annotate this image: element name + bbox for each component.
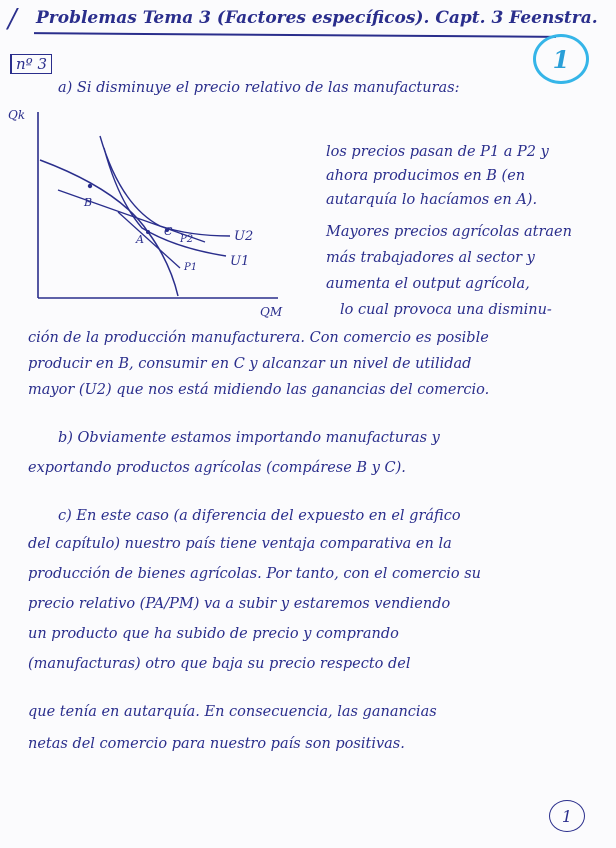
text-line: los precios pasan de P1 a P2 y: [326, 144, 549, 160]
text-line: del capítulo) nuestro país tiene ventaja comparativa en la: [28, 536, 452, 552]
text-line: más trabajadores al sector y: [326, 250, 535, 266]
curve-label-p2: P2: [180, 234, 194, 245]
text-line: precio relativo (PA/PM) va a subir y estaremos vendiendo: [28, 596, 451, 612]
u2-curve: [100, 136, 230, 236]
point-a-dot: [146, 230, 150, 234]
x-axis-label: QM: [260, 305, 283, 319]
text-line: producir en B, consumir en C y alcanzar un nivel de utilidad: [28, 356, 472, 372]
ppf-curve: [40, 160, 178, 296]
text-line: c) En este caso (a diferencia del expuesto en el gráfico: [58, 508, 461, 524]
curve-label-p1: P1: [184, 262, 198, 273]
y-axis-label: Qk: [8, 108, 26, 122]
text-line: que tenía en autarquía. En consecuencia, las ganancias: [28, 704, 437, 720]
point-label-c: C: [164, 225, 173, 238]
text-line: autarquía lo hacíamos en A).: [326, 192, 538, 208]
problem-number-box: nº 3: [10, 54, 52, 74]
text-line: aumenta el output agrícola,: [326, 276, 530, 292]
text-line: ahora producimos en B (en: [326, 168, 526, 184]
u1-curve: [104, 148, 226, 256]
text-line: exportando productos agrícolas (compárese B y C).: [28, 460, 406, 476]
point-b-dot: [88, 184, 92, 188]
text-line: a) Si disminuye el precio relativo de las manufacturas:: [58, 80, 460, 96]
text-line: ción de la producción manufacturera. Con comercio es posible: [28, 330, 489, 346]
margin-slash: /: [8, 4, 17, 34]
text-line: mayor (U2) que nos está midiendo las ganancias del comercio.: [28, 382, 490, 398]
page-title: Problemas Tema 3 (Factores específicos). Capt. 3 Feenstra.: [36, 8, 598, 28]
text-line: b) Obviamente estamos importando manufacturas y: [58, 430, 440, 446]
point-label-a: A: [136, 233, 144, 246]
text-line: un producto que ha subido de precio y comprando: [28, 626, 399, 642]
page-number: 1: [549, 800, 585, 832]
circled-number: 1: [533, 34, 589, 84]
text-line: netas del comercio para nuestro país son positivas.: [28, 736, 405, 752]
text-line: Mayores precios agrícolas atraen: [326, 224, 572, 240]
curve-label-u2: U2: [234, 229, 254, 244]
p1-price-line: [118, 212, 180, 268]
point-label-b: B: [84, 196, 93, 209]
text-line: producción de bienes agrícolas. Por tanto, con el comercio su: [28, 566, 481, 582]
text-line: lo cual provoca una disminu-: [340, 302, 552, 318]
text-line: (manufacturas) otro que baja su precio respecto del: [28, 656, 411, 672]
curve-label-u1: U1: [230, 254, 250, 269]
